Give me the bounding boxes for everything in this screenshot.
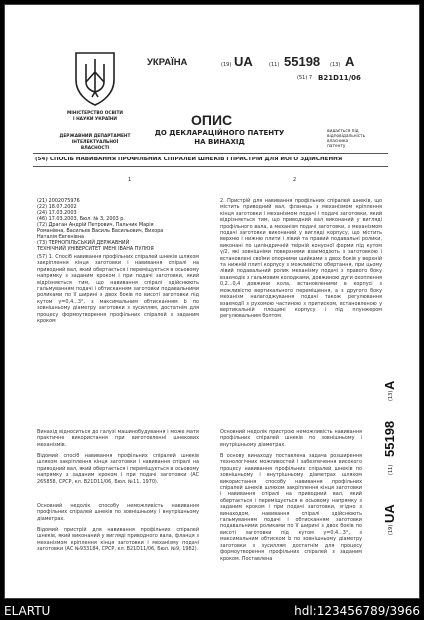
biblio-filing-date: (22) 18.07.2002 xyxy=(37,204,77,210)
column-number-left: 1 xyxy=(128,177,132,183)
biblio-application-number: (21) 2002075976 xyxy=(37,198,80,204)
issuance-note-1: видається під xyxy=(327,129,359,134)
side-code-19: (19) xyxy=(388,524,394,535)
description-right-2: В основу винаходу поставлена задача розширення технологічних можливостей і забезпечення високого процесу навивання профільних спіралей шнеків по зовнішньому і внутрішньому діаметрах шляхом використання способу навивання профільних спіралей шнеків шляхом закріплення кінця заготовки і навивання спіралі на приводний вал, який обертається і переміщується в осьовому напрямку з заданим кроком і при подачі заготовки, згідно з винаходом, навивання спіралі здійснюють гальмуванням подачі і обтисканням заготовки подавальними роликами по її ширині з двох боків по висоті заготовки під кутом γ=0,4...3°, з максимальним обтиском b по зовнішньому діаметру заготовки з зусиллям достатнім для процесу формоутворення профільних спіралей з заданим кроком. Поставлена xyxy=(220,453,362,562)
biblio-inventors-2: Романівна, Васильєв Василь Васильович, Вихора xyxy=(37,228,164,234)
ministry-line-1: МІНІСТЕРСТВО ОСВІТИ xyxy=(67,111,123,116)
title-rule-top xyxy=(33,153,388,154)
patent-number: 55198 xyxy=(284,54,321,69)
code-19: (19) xyxy=(221,62,232,68)
side-patent-number: 55198 xyxy=(382,420,397,457)
biblio-publication: (46) 17.03.2003, Бюл. № 3, 2003 р. xyxy=(37,216,125,222)
ministry-line-2: І НАУКИ УКРАЇНИ xyxy=(72,117,118,122)
column-number-right: 2 xyxy=(293,177,297,183)
department-line-3: ВЛАСНОСТІ xyxy=(80,146,110,151)
country-code: UA xyxy=(234,54,253,69)
side-code-11: (11) xyxy=(388,464,394,475)
handle-identifier: hdl:123456789/3966 xyxy=(294,604,420,618)
issuance-note-2: відповідальність xyxy=(327,134,366,139)
issuance-note-4: патенту xyxy=(327,144,346,149)
biblio-owner-1: (73) ТЕРНОПІЛЬСЬКИЙ ДЕРЖАВНИЙ xyxy=(37,240,130,246)
biblio-effective-date: (24) 17.03.2003 xyxy=(37,210,77,216)
document-subtitle-1: ДО ДЕКЛАРАЦІЙНОГО ПАТЕНТУ xyxy=(154,129,285,137)
side-code-13: (13) xyxy=(388,390,394,401)
kind-code: A xyxy=(345,54,355,69)
country-name: УКРАЇНА xyxy=(147,57,188,68)
coat-of-arms-icon xyxy=(72,50,118,106)
ipc-class: B21D11/06 xyxy=(318,74,361,82)
description-left-2: Відомий спосіб навивання профільних спіралей шнеків шляхом закріплення кінця заготовки і навивання спіралі на приводний вал, який обертається і переміщується в осьовому напрямку з заданим кроком і при подачі заготовки (АС 265858, СРСР, кл. В21D11/06, Бюл. №11, 1970). xyxy=(37,453,199,485)
description-left-3: Основний недолік способу неможливість навивання профільних спіралей шнеків по зовнішньому і внутрішньому діаметрах. xyxy=(37,503,199,522)
biblio-inventors-1: (72) Драган Андрій Петрович, Пальчик Марія xyxy=(37,222,154,228)
code-51: (51) 7 xyxy=(297,75,313,81)
description-left-1: Винахід відноситься до галузі машинобудування і може мати практичне використання при виготовленні шнекових механізмів. xyxy=(37,429,199,448)
side-country-code: UA xyxy=(382,504,397,523)
document-subtitle-2: НА ВИНАХІД xyxy=(194,138,245,146)
title-rule-bottom xyxy=(33,166,388,167)
biblio-inventors-3: Наталія Євгенівна xyxy=(37,234,85,240)
code-11: (11) xyxy=(269,62,280,68)
invention-title: (54) СПОСІБ НАВИВАННЯ ПРОФІЛЬНИХ СПІРАЛЕЙ ШНЕКІВ І ПРИСТРІЙ ДЛЯ ЙОГО ЗДІЙСНЕННЯ xyxy=(35,157,343,162)
side-kind-code: A xyxy=(382,380,397,390)
viewer-status-bar xyxy=(0,601,424,620)
repository-name: ELARTU xyxy=(4,604,51,618)
code-13: (13) xyxy=(330,62,341,68)
description-right-1: Основний недолік пристрою неможливість навивання профільних спіралей шнеків по зовнішньому і внутрішньому діаметрах. xyxy=(220,429,362,448)
patent-page xyxy=(4,4,420,599)
description-left-4: Відомий пристрій для навивання профільних спіралей шнеків, який виконаний у вигляді приводного вала, фланця з механізмом кріплення кінця заготовки і механізму подачі заготовки (АС №933184, СРСР, кл. B21D11/06, Бюл. №9, 1982). xyxy=(37,527,199,553)
department-line-1: ДЕРЖАВНИЙ ДЕПАРТАМЕНТ xyxy=(59,134,131,139)
biblio-owner-2: ТЕХНІЧНИЙ УНІВЕРСИТЕТ ІМЕНІ ІВАНА ПУЛЮЯ xyxy=(37,246,154,252)
issuance-note-3: власника xyxy=(327,139,349,144)
claim-2: 2. Пристрій для навивання профільних спіралей шнеків, що містить приводний вал, фланець з механізмом кріплення кінця заготовки і механізмом подачі і подачі заготовки, який відрізняється тим, що приводний вал виконаний у вигляді профільного вала, а механізм подачі заготовки, з механізмом подачі заготовки виконаний у вигляді корпусу, що містить верхню і нижню плити і лівий та правий подавальні ролики, виконані по циліндричній твірній конусної форми під кутом γ/2, які зовнішніми поверхнями взаємодіють з заготовкою і встановлені своїми опорними шийками з двох боків у верхній та нижній плиті корпусу з можливістю обертання, при цьому лівий подавальний ролик механізму подачі з правого боку взаємодіє з гальмовим колодками, довжиною дуги охоплення 0,2...0,4 довжини кола, встановленими в корпусі з можливістю вертикального переміщення, а з другого боку механізм налагоджування подачі також регулювання взаємодії з рухомою частиною з притиском, встановленою у вертикальній площині корпусу і під плунжером регулювальним болтом xyxy=(220,198,382,320)
department-line-2: ІНТЕЛЕКТУАЛЬНОЇ xyxy=(71,140,119,145)
document-title: ОПИС xyxy=(191,112,233,128)
abstract-claim-1: (57) 1. Спосіб навивання профільних спіралей шнеків шляхом закріплення кінця заготовки і навивання спіралі на приводний вал, який обертається і переміщується в осьовому напрямку з заданим кроком і при подачі заготовки, який відрізняється тим, що навивання спіралі здійснюють гальмуванням подачі і обтисканням заготовки подавальними роликами по її ширині з двох боків по висоті заготовки під кутом γ=0,4...3°, з максимальним обтисканням b по зовнішньому діаметру заготовки з зусиллям, достатнім для процесу формоутворення профільних спіралей з заданим кроком xyxy=(37,254,199,325)
